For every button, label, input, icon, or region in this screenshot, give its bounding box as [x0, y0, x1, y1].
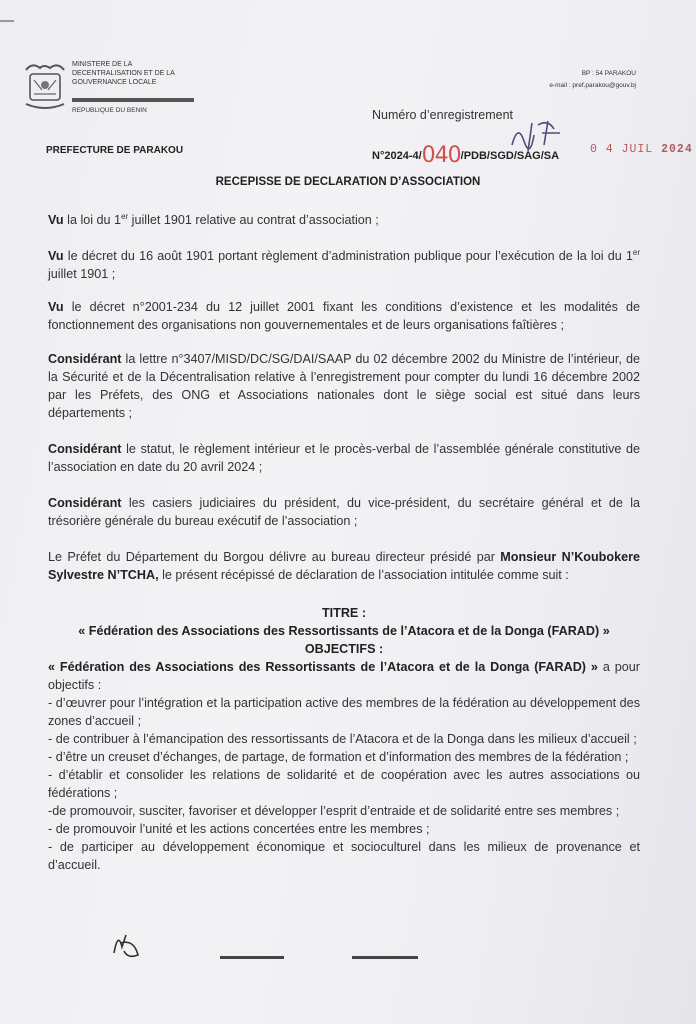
- paragraph-3: [48, 298, 640, 334]
- objective-item: - d’établir et consolider les relations de solidarité et de coopération avec les autres associations ou fédérations ;: [48, 768, 640, 800]
- prefecture-name: PREFECTURE DE PARAKOU: [46, 145, 184, 156]
- ministry-line-3: GOUVERNANCE LOCALE: [72, 79, 157, 86]
- p1-bold: Vu: [48, 213, 64, 228]
- p2-sup: er: [632, 248, 640, 257]
- reg-prefix: N°2024-4/: [372, 150, 422, 162]
- paragraph-5: [48, 440, 640, 476]
- p2-text-b: juillet 1901 ;: [48, 267, 116, 282]
- paragraph-2: [48, 244, 640, 283]
- objectives-list: [48, 694, 640, 874]
- ministry-name: [72, 60, 212, 87]
- p1-sup: er: [121, 212, 129, 221]
- p3-text: le décret n°2001-234 du 12 juillet 2001 fixant les conditions d’existence et les modalités de fonctionnement des organisations non gouvernementales et de leurs organisations faîtières ;: [48, 300, 640, 332]
- reg-handwritten: 040: [421, 143, 461, 168]
- objective-item: -de promouvoir, susciter, favoriser et développer l’esprit d’entraide et de solidarité entre ses membres ;: [48, 804, 620, 818]
- stamp-day-month: 0 4 JUIL: [590, 143, 654, 156]
- objective-item: - de promouvoir l’unité et les actions concertées entre les membres ;: [48, 822, 430, 836]
- flag-bar: [72, 98, 194, 102]
- signature-icon: [108, 925, 148, 961]
- ministry-line-2: DECENTRALISATION ET DE LA: [72, 70, 175, 77]
- p3-bold: Vu: [48, 300, 64, 314]
- objective-item: - de contribuer à l’émancipation des ressortissants de l’Atacora et de la Donga dans les milieux d’accueil ;: [48, 732, 637, 746]
- page-mark: [0, 20, 14, 22]
- p4-bold: Considérant: [48, 352, 122, 366]
- po-box: BP : 54 PARAKOU: [581, 70, 636, 77]
- ministry-line-1: MINISTERE DE LA: [72, 61, 133, 68]
- coat-of-arms-icon: [22, 60, 68, 116]
- objectifs-intro: [48, 658, 640, 694]
- p1-text-b: juillet 1901 relative au contrat d’association ;: [128, 213, 379, 228]
- divider-left: [220, 956, 284, 959]
- document-title: RECEPISSE DE DECLARATION D’ASSOCIATION: [215, 176, 481, 188]
- email: e-mail : pref.parakou@gouv.bj: [549, 82, 636, 89]
- reg-suffix: /PDB/SGD/SAG/SA: [460, 150, 560, 162]
- paragraph-1: [48, 208, 640, 229]
- divider-right: [352, 956, 418, 959]
- stamp-year: 2024: [661, 143, 693, 156]
- p2-bold: Vu: [48, 249, 64, 264]
- objectifs-intro-bold: « Fédération des Associations des Ressortissants de l’Atacora et de la Donga (FARAD) »: [48, 660, 598, 674]
- date-stamp: [590, 143, 693, 156]
- p2-text-a: le décret du 16 août 1901 portant règlement d’administration publique pour l’exécution de la loi du 1: [63, 249, 633, 264]
- p6-bold: Considérant: [48, 496, 122, 510]
- contact-block: [549, 68, 636, 92]
- p4-text: la lettre n°3407/MISD/DC/SG/DAI/SAAP du 02 décembre 2002 du Ministre de l’intérieur, de la Sécurité et de la Décentralisation relative à l’enregistrement pour compter du lundi 16 décembre 2002 par les Préfets, des ONG et Associations nationales dont le siège social est situé dans leurs départements ;: [48, 352, 640, 420]
- p7-bold: Monsieur N’Koubokere Sylvestre N’TCHA,: [48, 550, 640, 582]
- registration-label: Numéro d’enregistrement: [372, 108, 514, 122]
- registration-number: [372, 140, 560, 168]
- republic-name: REPUBLIQUE DU BENIN: [72, 107, 147, 114]
- objective-item: - d’être un creuset d’échanges, de partage, de formation et d’information des membres de la fédération ;: [48, 750, 629, 764]
- titre-heading: TITRE :: [321, 606, 367, 620]
- p7-text-b: le présent récépissé de déclaration de l’association intitulée comme suit :: [158, 568, 569, 582]
- paragraph-7: [48, 548, 640, 584]
- p5-text: le statut, le règlement intérieur et le procès-verbal de l’assemblée générale constitutive de l’association en date du 20 avril 2024 ;: [48, 442, 640, 474]
- p6-text: les casiers judiciaires du président, du vice-président, du secrétaire général et de la trésorière générale du bureau exécutif de l’association ;: [48, 496, 640, 528]
- objective-item: - de participer au développement économique et socioculturel dans les milieux de provenance et d’accueil.: [48, 840, 640, 872]
- p7-text-a: Le Préfet du Département du Borgou délivre au bureau directeur présidé par: [48, 550, 501, 564]
- association-name: « Fédération des Associations des Ressortissants de l’Atacora et de la Donga (FARAD) »: [78, 624, 610, 638]
- objectifs-intro-rest: a pour objectifs :: [48, 660, 640, 692]
- objective-item: - d’œuvrer pour l’intégration et la participation active des membres de la fédération au développement des zones d’accueil ;: [48, 696, 640, 728]
- objectifs-heading: OBJECTIFS :: [304, 642, 384, 656]
- p1-text-a: la loi du 1: [63, 213, 122, 228]
- paragraph-4: [48, 350, 640, 422]
- paragraph-6: [48, 494, 640, 530]
- p5-bold: Considérant: [48, 442, 122, 456]
